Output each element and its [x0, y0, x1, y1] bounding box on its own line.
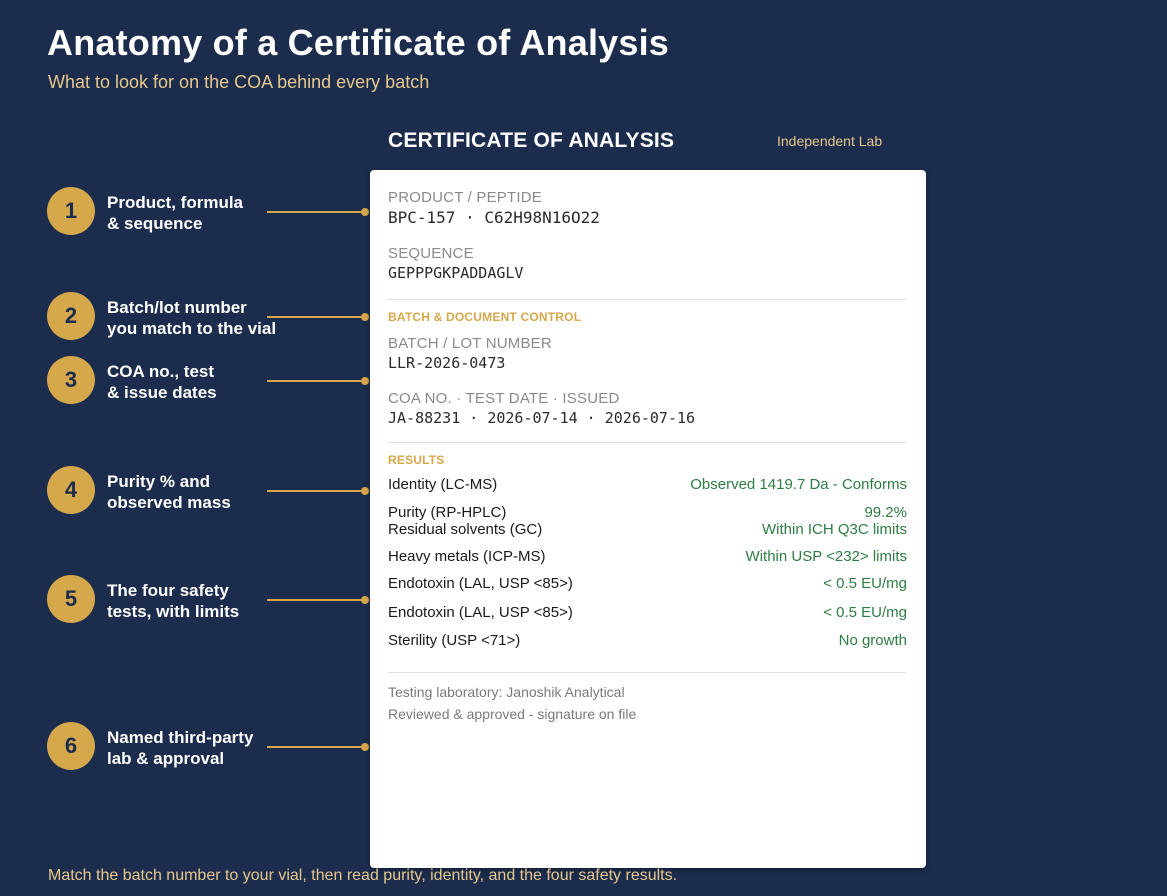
- connector-dot: [361, 743, 369, 751]
- connector-dot: [361, 313, 369, 321]
- result-value: 99.2%: [864, 504, 907, 521]
- callout-line: you match to the vial: [107, 319, 277, 338]
- connector-line: [267, 746, 365, 748]
- connector-line: [267, 380, 365, 382]
- callout-line: tests, with limits: [107, 602, 240, 621]
- callout-text: [107, 727, 297, 769]
- callout-text: [107, 580, 297, 622]
- callout-badge: 3: [47, 356, 95, 404]
- callout-line: & issue dates: [107, 383, 217, 402]
- sequence-label: SEQUENCE: [388, 245, 474, 262]
- result-value: Within USP <232> limits: [745, 548, 907, 565]
- callout-line: Named third-party: [107, 728, 254, 747]
- page-subtitle: What to look for on the COA behind every batch: [48, 72, 430, 92]
- callout-badge: 4: [47, 466, 95, 514]
- callout-line: Batch/lot number: [107, 298, 247, 317]
- callout-text: [107, 361, 297, 403]
- connector-dot: [361, 208, 369, 216]
- approval-line: Reviewed & approved - signature on file: [388, 706, 637, 722]
- result-name: Residual solvents (GC): [388, 521, 543, 538]
- result-value: < 0.5 EU/mg: [823, 604, 907, 621]
- connector-dot: [361, 596, 369, 604]
- divider: [388, 672, 906, 673]
- lab-tag: Independent Lab: [777, 133, 883, 149]
- callout-text: [107, 297, 297, 339]
- product-value: BPC-157 · C62H98N16O22: [388, 208, 600, 227]
- page-title: Anatomy of a Certificate of Analysis: [47, 22, 670, 63]
- result-name: Endotoxin (LAL, USP <85>): [388, 575, 573, 592]
- result-value: < 0.5 EU/mg: [823, 575, 907, 592]
- dates-label: COA NO. · TEST DATE · ISSUED: [388, 390, 620, 407]
- connector-dot: [361, 377, 369, 385]
- callout-4: [47, 466, 377, 516]
- callout-line: Purity % and: [107, 472, 210, 491]
- result-name: Identity (LC-MS): [388, 476, 498, 493]
- result-name: Endotoxin (LAL, USP <85>): [388, 604, 573, 621]
- divider: [388, 442, 906, 443]
- dates-value: JA-88231 · 2026-07-14 · 2026-07-16: [388, 409, 696, 427]
- coa-card: [370, 170, 926, 868]
- callout-6: [47, 722, 377, 772]
- result-name: Sterility (USP <71>): [388, 632, 521, 649]
- divider: [388, 299, 906, 300]
- lot-value: LLR-2026-0473: [388, 354, 506, 372]
- callout-line: & sequence: [107, 214, 203, 233]
- callout-badge: 1: [47, 187, 95, 235]
- testing-lab-line: Testing laboratory: Janoshik Analytical: [388, 684, 625, 700]
- callout-5: [47, 575, 377, 625]
- callout-badge: 6: [47, 722, 95, 770]
- callout-text: [107, 471, 297, 513]
- connector-line: [267, 599, 365, 601]
- result-value: No growth: [838, 632, 907, 649]
- result-name: Heavy metals (ICP-MS): [388, 548, 546, 565]
- footer-note: Match the batch number to your vial, then read purity, identity, and the four safety results.: [48, 867, 678, 884]
- callout-text: [107, 192, 297, 234]
- batch-section-heading: BATCH & DOCUMENT CONTROL: [388, 310, 582, 324]
- callout-line: lab & approval: [107, 749, 225, 768]
- connector-dot: [361, 487, 369, 495]
- coa-heading: CERTIFICATE OF ANALYSIS: [388, 129, 675, 152]
- callout-1: [47, 187, 377, 237]
- result-name: Purity (RP-HPLC): [388, 504, 507, 521]
- result-value: Observed 1419.7 Da - Conforms: [690, 476, 907, 493]
- results-section-heading: RESULTS: [388, 453, 445, 467]
- connector-line: [267, 211, 365, 213]
- callout-line: Product, formula: [107, 193, 244, 212]
- callout-line: observed mass: [107, 493, 231, 512]
- lot-label: BATCH / LOT NUMBER: [388, 335, 552, 352]
- callout-badge: 2: [47, 292, 95, 340]
- callout-3: [47, 356, 377, 406]
- callout-line: COA no., test: [107, 362, 215, 381]
- product-label: PRODUCT / PEPTIDE: [388, 189, 542, 206]
- callout-2: [47, 292, 377, 342]
- callout-line: The four safety: [107, 581, 229, 600]
- result-value: Within ICH Q3C limits: [761, 521, 907, 538]
- callout-badge: 5: [47, 575, 95, 623]
- connector-line: [267, 490, 365, 492]
- connector-line: [267, 316, 365, 318]
- sequence-value: GEPPPGKPADDAGLV: [388, 264, 524, 282]
